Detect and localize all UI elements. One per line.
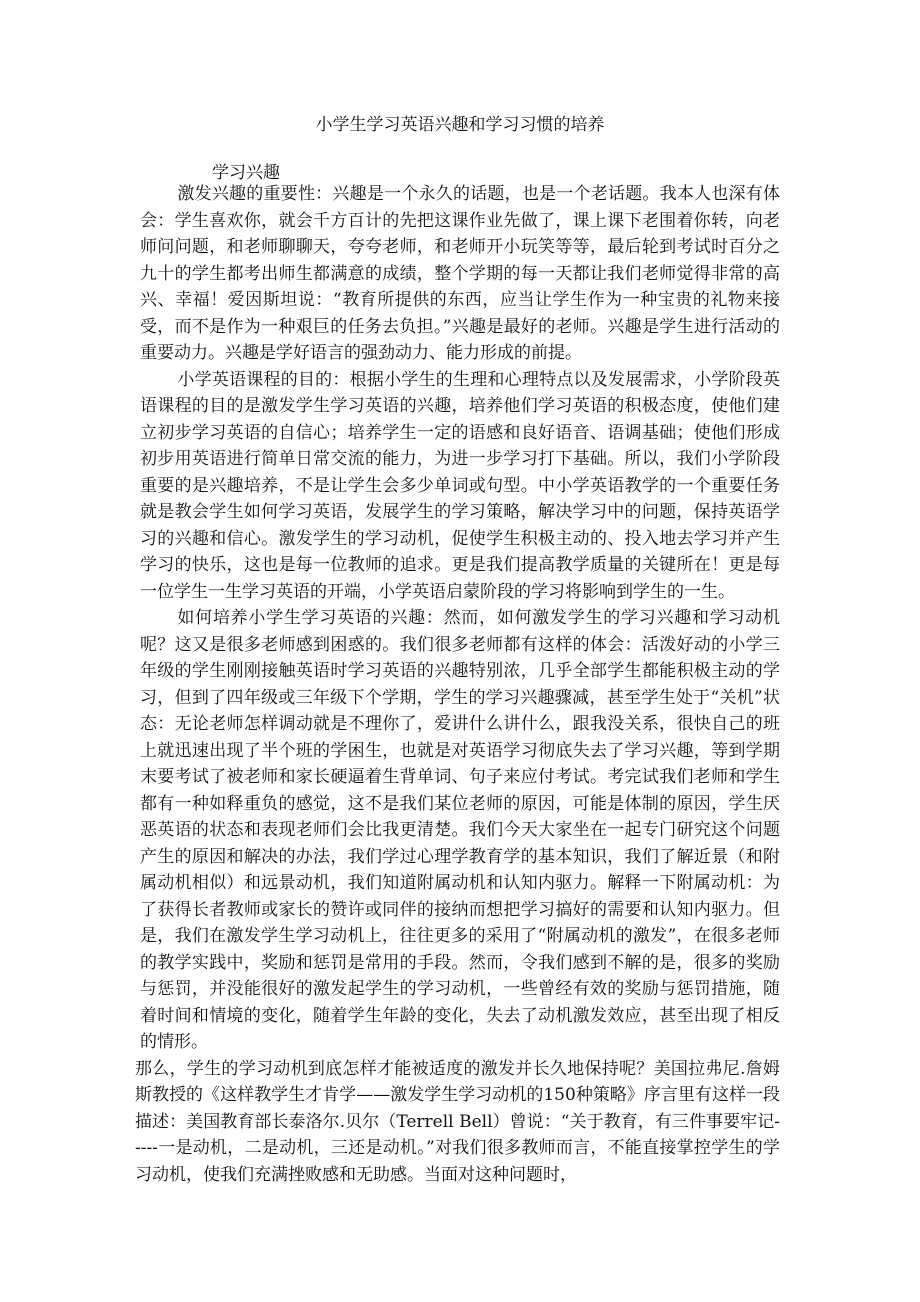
section-heading: 学习兴趣	[212, 163, 280, 183]
document-title: 小学生学习英语兴趣和学习习惯的培养	[315, 115, 605, 135]
paragraph-motivation: 那么，学生的学习动机到底怎样才能被适度的激发并长久地保持呢？美国拉弗尼.詹姆斯教授的《这样教学生才肯学——激发学生学习动机的150种策略》序言里有这样一段描述：美国教育部长泰洛尔.贝尔（Terrell Bell）曾说：“关于教育，有三件事要牢记-----一是动机，二是动机，三还是动机。”对我们很多教师而言，不能直接掌控学生的学习动机，使我们充满挫败感和无助感。当面对这种问题时，	[135, 1058, 780, 1185]
paragraph-how-to-cultivate: 如何培养小学生学习英语的兴趣：然而，如何激发学生的学习兴趣和学习动机呢？这又是很多老师感到困惑的。我们很多老师都有这样的体会：活泼好动的小学三年级的学生刚刚接触英语时学习英语的兴趣特别浓，几乎全部学生都能积极主动的学习，但到了四年级或三年级下个学期，学生的学习兴趣骤减，甚至学生处于“关机”状态：无论老师怎样调动就是不理你了，爱讲什么讲什么，跟我没关系，很快自己的班上就迅速出现了半个班的学困生，也就是对英语学习彻底失去了学习兴趣，等到学期末要考试了被老师和家长硬逼着生背单词、句子来应付考试。考完试我们老师和学生都有一种如释重负的感觉，这不是我们某位老师的原因，可能是体制的原因，学生厌恶英语的状态和表现老师们会比我更清楚。我们今天大家坐在一起专门研究这个问题产生的原因和解决的办法，我们学过心理学教育学的基本知识，我们了解近景（和附属动机相似）和远景动机，我们知道附属动机和认知内驱力。解释一下附属动机：为了获得长者教师或家长的赞许或同伴的接纳而想把学习搞好的需要和认知内驱力。但是，我们在激发学生学习动机上，往往更多的采用了“附属动机的激发”，在很多老师的教学实践中，奖励和惩罚是常用的手段。然而，令我们感到不解的是，很多的奖励与惩罚，并没能很好的激发起学生的学习动机，一些曾经有效的奖励与惩罚措施，随着时间和情境的变化，随着学生年龄的变化，失去了动机激发效应，甚至出现了相反的情形。	[140, 608, 780, 1052]
paragraph-course-goal: 小学英语课程的目的：根据小学生的生理和心理特点以及发展需求，小学阶段英语课程的目的是激发学生学习英语的兴趣，培养他们学习英语的积极态度，使他们建立初步学习英语的自信心；培养学生一定的语感和良好语音、语调基础；使他们形成初步用英语进行简单日常交流的能力，为进一步学习打下基础。所以，我们小学阶段重要的是兴趣培养，不是让学生会多少单词或句型。中小学英语教学的一个重要任务就是教会学生如何学习英语，发展学生的学习策略，解决学习中的问题，保持英语学习的兴趣和信心。激发学生的学习动机，促使学生积极主动的、投入地去学习并产生学习的快乐，这也是每一位教师的追求。更是我们提高教学质量的关键所在！更是每一位学生一生学习英语的开端，小学英语启蒙阶段的学习将影响到学生的一生。	[140, 369, 780, 602]
paragraph-importance: 激发兴趣的重要性：兴趣是一个永久的话题，也是一个老话题。我本人也深有体会：学生喜欢你，就会千方百计的先把这课作业先做了，课上课下老围着你转，向老师问问题，和老师聊聊天，夸夸老师，和老师开小玩笑等等，最后轮到考试时百分之九十的学生都考出师生都满意的成绩，整个学期的每一天都让我们老师觉得非常的高兴、幸福！爱因斯坦说：“教育所提供的东西，应当让学生作为一种宝贵的礼物来接受，而不是作为一种艰巨的任务去负担。”兴趣是最好的老师。兴趣是学生进行活动的重要动力。兴趣是学好语言的强劲动力、能力形成的前提。	[140, 184, 780, 363]
document-body	[135, 181, 780, 1188]
